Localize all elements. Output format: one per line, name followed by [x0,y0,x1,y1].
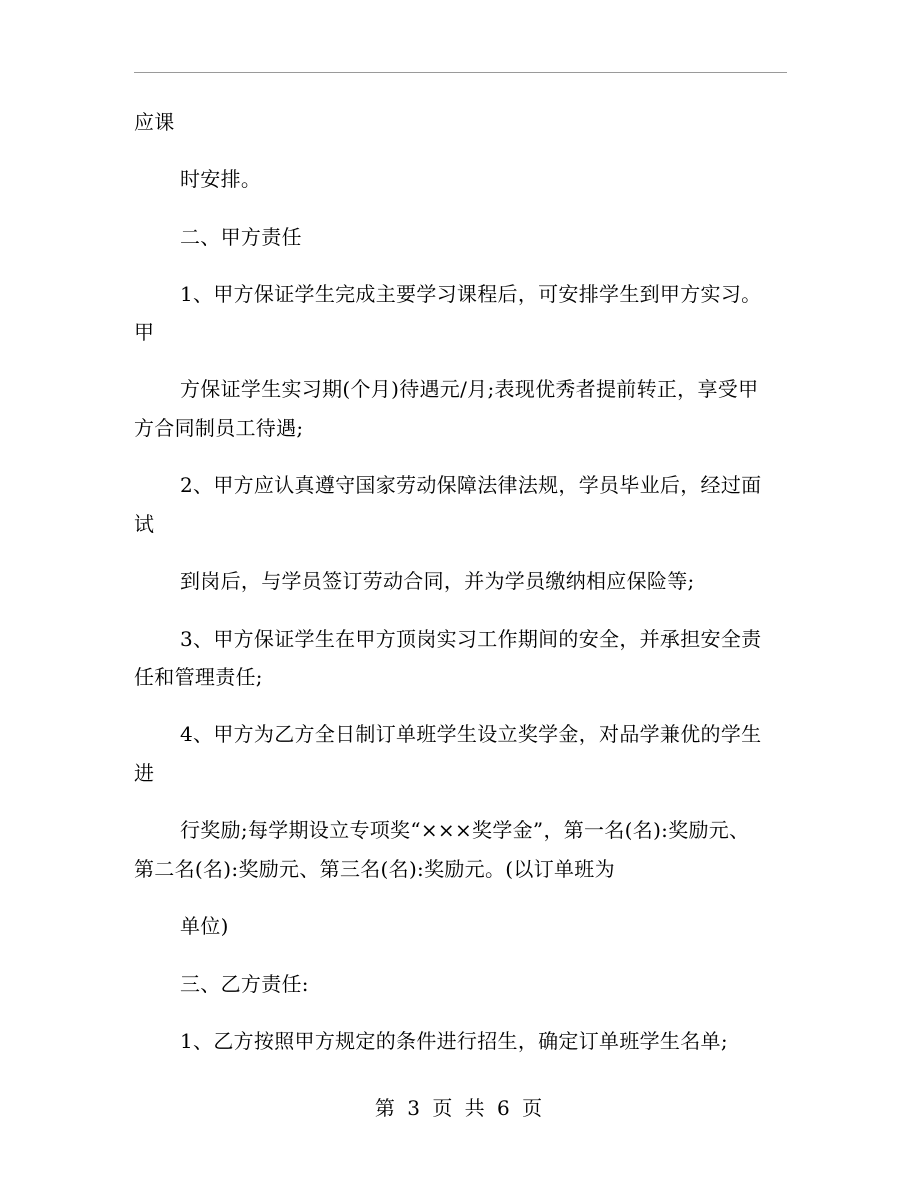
text-line: 方保证学生实习期(个月)待遇元/月;表现优秀者提前转正，享受甲 [180,377,759,401]
text-line: 4、甲方为乙方全日制订单班学生设立奖学金，对品学兼优的学生 [180,722,762,746]
text-line: 应课 [134,110,175,134]
header-rule [134,72,787,73]
text-line: 3、甲方保证学生在甲方顶岗实习工作期间的安全，并承担安全责 [180,627,762,651]
text-line: 第二名(名):奖励元、第三名(名):奖励元。(以订单班为 [134,857,615,881]
text-line: 甲 [134,320,155,344]
text-line: 方合同制员工待遇; [134,416,304,440]
text-line: 1、甲方保证学生完成主要学习课程后，可安排学生到甲方实习。 [180,282,762,306]
text-line: 行奖励;每学期设立专项奖“×××奖学金”，第一名(名):奖励元、 [180,818,750,842]
text-line: 2、甲方应认真遵守国家劳动保障法律法规，学员毕业后，经过面 [180,473,762,497]
text-line: 单位) [180,914,229,938]
text-line: 1、乙方按照甲方规定的条件进行招生，确定订单班学生名单; [180,1029,728,1053]
text-line: 进 [134,761,155,785]
text-line: 试 [134,512,155,536]
text-line: 任和管理责任; [134,665,263,689]
page-number: 第 3 页 共 6 页 [374,1096,546,1120]
text-line: 时安排。 [180,167,262,191]
section-heading: 二、甲方责任 [180,225,302,249]
section-heading: 三、乙方责任: [180,972,309,996]
text-line: 到岗后，与学员签订劳动合同，并为学员缴纳相应保险等; [180,569,695,593]
